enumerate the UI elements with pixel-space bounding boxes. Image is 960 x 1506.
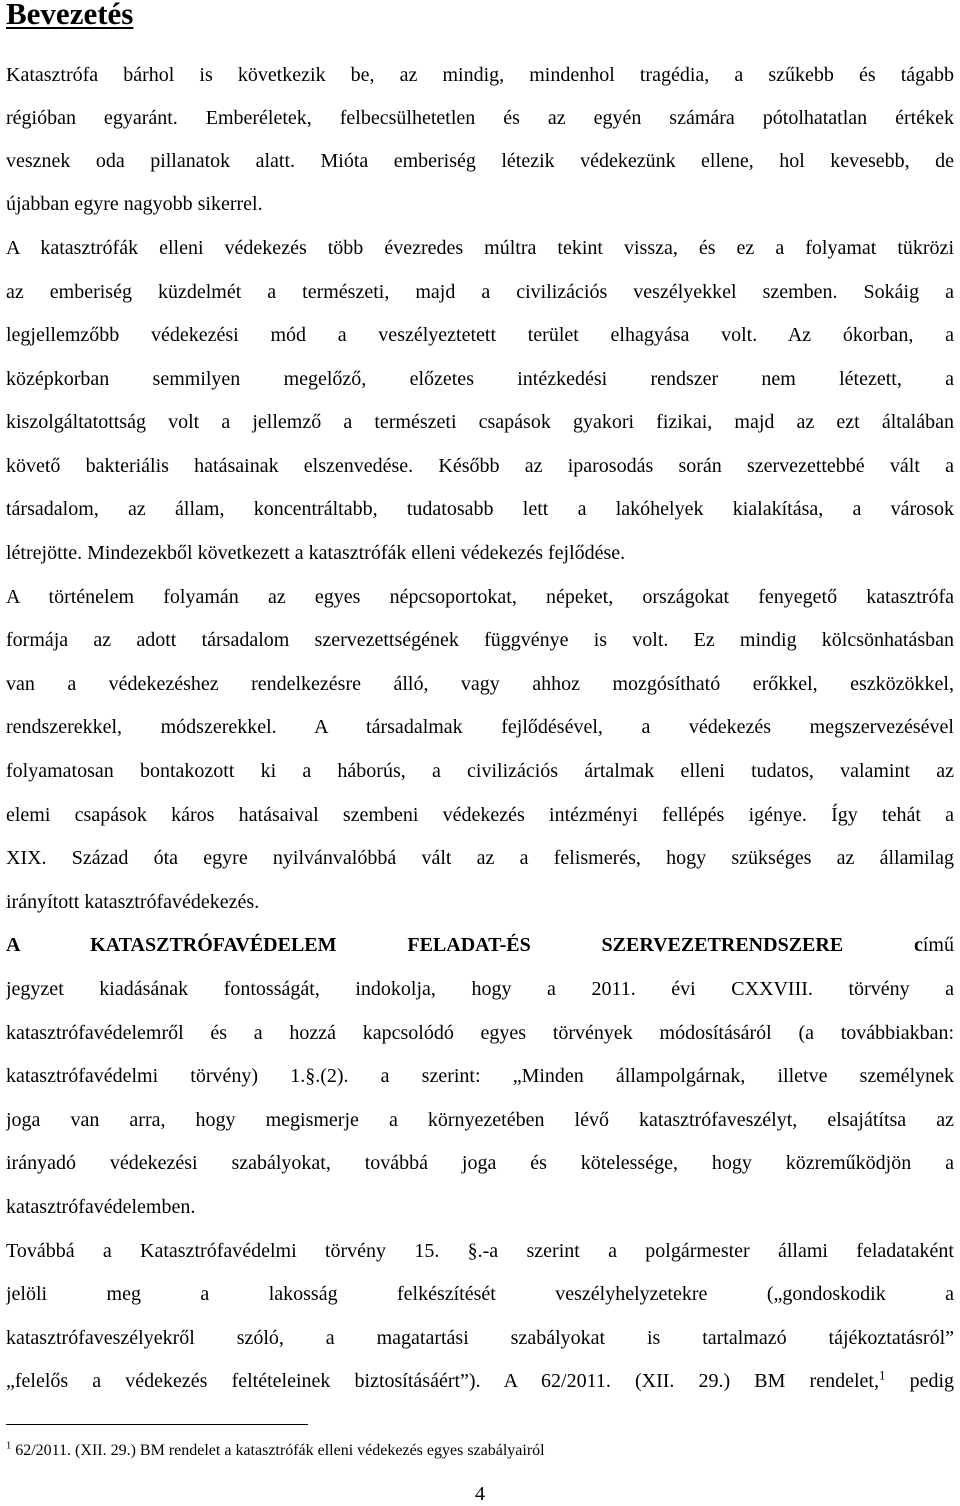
text-line: van a védekezéshez rendelkezésre álló, vagy ahhoz mozgósítható erőkkel, eszközökkel,: [6, 673, 954, 695]
text-line: rendszerekkel, módszerekkel. A társadalmak fejlődésével, a védekezés megszervezésével: [6, 716, 954, 738]
text-line: katasztrófavédelemről és a hozzá kapcsolódó egyes törvények módosításáról (a továbbiakban:: [6, 1022, 954, 1044]
page-title: Bevezetés: [6, 0, 134, 31]
footnote-ref[interactable]: 1: [878, 1368, 886, 1383]
text-line: létrejötte. Mindezekből következett a katasztrófák elleni védekezés fejlődése.: [6, 542, 626, 564]
footnote-text: 62/2011. (XII. 29.) BM rendelet a katasztrófák elleni védekezés egyes szabályairól: [11, 1442, 545, 1459]
text-line: elemi csapások káros hatásaival szembeni védekezés intézményi fellépés igénye. Így tehát a: [6, 804, 954, 826]
text-line: kiszolgáltatottság volt a jellemző a természeti csapások gyakori fizikai, majd az ezt általában: [6, 411, 954, 433]
text-span: „felelős a védekezés feltételeinek biztosításáért”). A 62/2011. (XII. 29.) BM rendelet,: [6, 1370, 879, 1392]
text-line: középkorban semmilyen megelőző, előzetes intézkedési rendszer nem létezett, a: [6, 368, 954, 390]
text-line: irányított katasztrófavédekezés.: [6, 891, 260, 913]
text-line: újabban egyre nagyobb sikerrel.: [6, 193, 263, 215]
text-line: irányadó védekezési szabályokat, továbbá joga és kötelessége, hogy közreműködjön a: [6, 1152, 954, 1174]
text-line: jelöli meg a lakosság felkészítését veszélyhelyzetekre („gondoskodik a: [6, 1283, 954, 1305]
text-line: formája az adott társadalom szervezettségének függvénye is volt. Ez mindig kölcsönhatásban: [6, 629, 954, 651]
text-line: katasztrófaveszélyekről szóló, a magatartási szabályokat is tartalmazó tájékoztatásról”: [6, 1327, 954, 1349]
bold-title-line: [6, 932, 954, 958]
text-line: követő bakteriális hatásainak elszenvedése. Később az iparosodás során szervezettebbé vált a: [6, 455, 954, 477]
text-line: régióban egyaránt. Emberéletek, felbecsülhetetlen és az egyén számára pótolhatatlan értékek: [6, 107, 954, 129]
text-line: vesznek oda pillanatok alatt. Mióta emberiség létezik védekezünk ellene, hol kevesebb, de: [6, 150, 954, 172]
text-line: A katasztrófák elleni védekezés több évezredes múltra tekint vissza, és ez a folyamat tükrözi: [6, 237, 954, 259]
text-line: Katasztrófa bárhol is következik be, az mindig, mindenhol tragédia, a szűkebb és tágabb: [6, 64, 954, 86]
document-title-reference: A KATASZTRÓFAVÉDELEM FELADAT-ÉS SZERVEZETRENDSZERE c: [6, 934, 923, 956]
page-number: 4: [475, 1483, 485, 1505]
text-line: Továbbá a Katasztrófavédelmi törvény 15. §.-a szerint a polgármester állami feladataként: [6, 1240, 954, 1262]
text-line: joga van arra, hogy megismerje a környezetében lévő katasztrófaveszélyt, elsajátítsa az: [6, 1109, 954, 1131]
text-span: ímű: [922, 934, 954, 956]
text-line: legjellemzőbb védekezési mód a veszélyeztetett terület elhagyása volt. Az ókorban, a: [6, 324, 954, 346]
text-line-with-footnote-ref: [6, 1368, 954, 1394]
text-span: pedig: [885, 1370, 954, 1392]
footnote-marker: 1: [6, 1440, 12, 1452]
text-line: katasztrófavédelmi törvény) 1.§.(2). a szerint: „Minden állampolgárnak, illetve személynek: [6, 1065, 954, 1087]
footnote: [6, 1440, 545, 1462]
text-line: folyamatosan bontakozott ki a háborús, a civilizációs ártalmak elleni tudatos, valamint az: [6, 760, 954, 782]
text-line: A történelem folyamán az egyes népcsoportokat, népeket, országokat fenyegető katasztrófa: [6, 586, 954, 608]
text-line: jegyzet kiadásának fontosságát, indokolja, hogy a 2011. évi CXXVIII. törvény a: [6, 978, 954, 1000]
text-line: katasztrófavédelemben.: [6, 1196, 196, 1218]
text-line: társadalom, az állam, koncentráltabb, tudatosabb lett a lakóhelyek kialakítása, a városok: [6, 498, 954, 520]
text-line: az emberiség küzdelmét a természeti, majd a civilizációs veszélyekkel szemben. Sokáig a: [6, 281, 954, 303]
text-line: XIX. Század óta egyre nyilvánvalóbbá vált az a felismerés, hogy szükséges az államilag: [6, 847, 954, 869]
footnote-separator: [6, 1424, 308, 1425]
